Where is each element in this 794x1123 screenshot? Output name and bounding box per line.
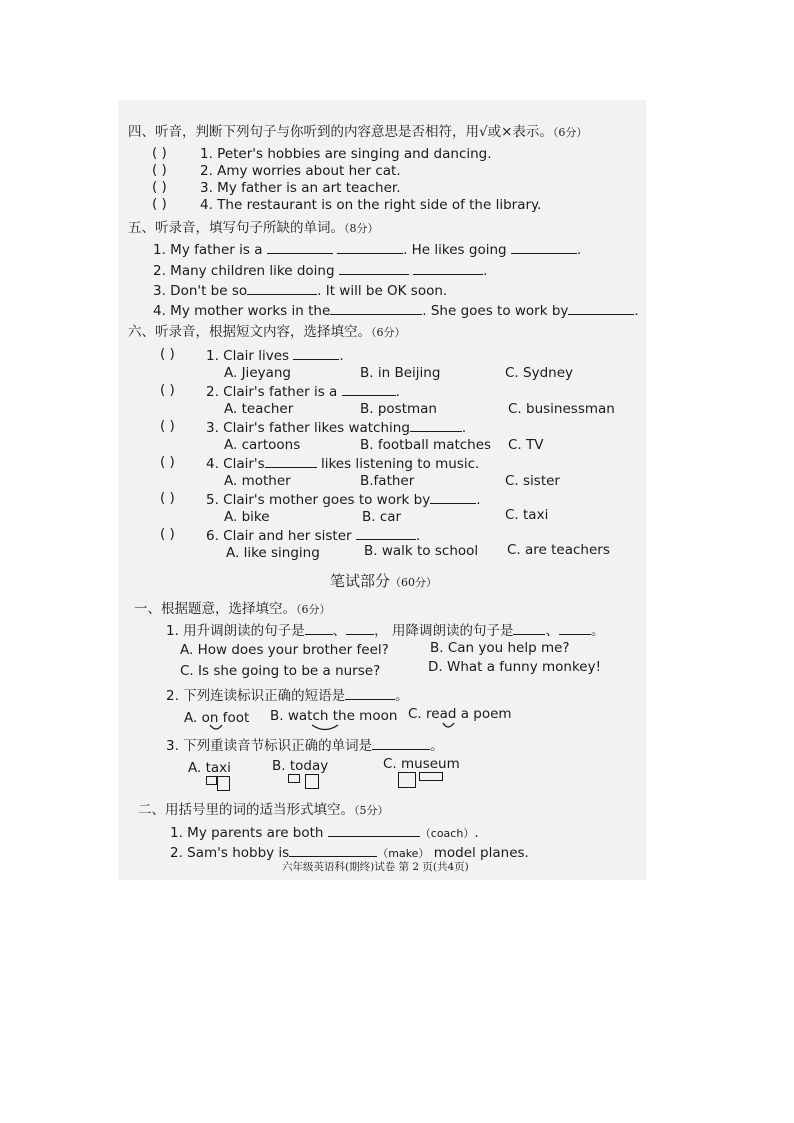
- answer-blank[interactable]: [247, 281, 317, 295]
- option-b: B. today: [272, 758, 329, 774]
- option-a: A. How does your brother feel?: [180, 642, 389, 658]
- section5-heading: 五、听录音，填写句子所缺的单词。（8分）: [128, 220, 379, 236]
- part1-q2-stem: 2. 下列连读标识正确的短语是 。: [166, 688, 409, 704]
- answer-paren[interactable]: ( ): [152, 145, 167, 161]
- answer-blank[interactable]: [513, 621, 545, 635]
- stress-box-large: [398, 772, 416, 788]
- answer-blank[interactable]: [511, 240, 577, 254]
- answer-blank[interactable]: [346, 621, 374, 635]
- option-c: C. sister: [505, 473, 560, 489]
- page-footer: 六年级英语科(期终)试卷 第 2 页(共4页): [282, 861, 469, 873]
- option-b: B. postman: [360, 401, 437, 417]
- stress-box-small: [419, 772, 443, 781]
- part2-q1: 1. My parents are both （coach）.: [170, 825, 479, 841]
- section6-item-3-stem: 3. Clair's father likes watching .: [206, 420, 467, 436]
- written-part-title: 笔试部分（60分）: [330, 572, 438, 590]
- option-c: C. read a poem: [408, 706, 512, 722]
- option-b: B. walk to school: [364, 543, 479, 559]
- answer-blank[interactable]: [330, 301, 422, 315]
- option-b: B. Can you help me?: [430, 640, 570, 656]
- answer-blank[interactable]: [430, 490, 476, 504]
- part1-q3-stem: 3. 下列重读音节标识正确的单词是 。: [166, 738, 444, 754]
- answer-paren[interactable]: ( ): [152, 179, 167, 195]
- section4-heading: 四、听音，判断下列句子与你听到的内容意思是否相符，用√或×表示。（6分）: [128, 124, 588, 140]
- answer-blank[interactable]: [267, 240, 333, 254]
- stress-box-small: [206, 776, 217, 785]
- section6-heading: 六、听录音，根据短文内容，选择填空。（6分）: [128, 324, 406, 340]
- answer-paren[interactable]: ( ): [152, 196, 167, 212]
- stress-box-small: [288, 774, 300, 783]
- section6-item-5-stem: 5. Clair's mother goes to work by .: [206, 492, 481, 508]
- answer-blank[interactable]: [413, 261, 483, 275]
- option-a: A. mother: [224, 473, 291, 489]
- liaison-marks: [200, 722, 460, 736]
- answer-blank[interactable]: [305, 621, 333, 635]
- answer-paren[interactable]: ( ): [160, 346, 175, 362]
- option-c: C. Sydney: [505, 365, 573, 381]
- answer-paren[interactable]: ( ): [160, 526, 175, 542]
- answer-blank[interactable]: [372, 736, 430, 750]
- section6-item-6-stem: 6. Clair and her sister .: [206, 528, 421, 544]
- answer-blank[interactable]: [293, 346, 339, 360]
- option-b: B. in Beijing: [360, 365, 441, 381]
- option-c: C. Is she going to be a nurse?: [180, 663, 381, 679]
- section6-item-4-stem: 4. Clair's likes listening to music.: [206, 456, 480, 472]
- answer-blank[interactable]: [410, 418, 462, 432]
- answer-blank[interactable]: [345, 686, 395, 700]
- answer-blank[interactable]: [568, 301, 634, 315]
- answer-paren[interactable]: ( ): [160, 490, 175, 506]
- answer-blank[interactable]: [337, 240, 403, 254]
- answer-paren[interactable]: ( ): [160, 454, 175, 470]
- section5-q3: 3. Don't be so . It will be OK soon.: [153, 283, 448, 299]
- section6-item-1-stem: 1. Clair lives .: [206, 348, 344, 364]
- option-b: B. football matches: [360, 437, 492, 453]
- stress-box-large: [217, 776, 230, 791]
- answer-paren[interactable]: ( ): [160, 418, 175, 434]
- section4-item-3: 3. My father is an art teacher.: [200, 180, 401, 196]
- option-b: B. car: [362, 509, 402, 525]
- answer-blank[interactable]: [559, 621, 591, 635]
- option-c: C. TV: [508, 437, 544, 453]
- section6-item-2-stem: 2. Clair's father is a .: [206, 384, 400, 400]
- option-c: C. are teachers: [507, 542, 610, 558]
- answer-blank[interactable]: [289, 843, 377, 857]
- answer-blank[interactable]: [339, 261, 409, 275]
- stress-box-large: [305, 774, 319, 789]
- answer-paren[interactable]: ( ): [160, 382, 175, 398]
- section5-q4: 4. My mother works in the . She goes to work by .: [153, 303, 639, 319]
- option-a: A. Jieyang: [224, 365, 292, 381]
- section4-item-1: 1. Peter's hobbies are singing and dancing.: [200, 146, 492, 162]
- section5-q1: 1. My father is a . He likes going .: [153, 242, 582, 258]
- part2-heading: 二、用括号里的词的适当形式填空。（5分）: [138, 802, 389, 818]
- answer-blank[interactable]: [328, 823, 420, 837]
- option-c: C. taxi: [505, 507, 549, 523]
- part2-q2: 2. Sam's hobby is （make） model planes.: [170, 845, 529, 861]
- option-a: A. like singing: [226, 545, 320, 561]
- option-d: D. What a funny monkey!: [428, 659, 602, 675]
- option-a: A. taxi: [188, 760, 231, 776]
- section4-item-4: 4. The restaurant is on the right side of the library.: [200, 197, 542, 213]
- part1-q1-stem: 1. 用升调朗读的句子是 、 ， 用降调朗读的句子是 、 。: [166, 623, 605, 639]
- option-a: A. bike: [224, 509, 270, 525]
- section4-item-2: 2. Amy worries about her cat.: [200, 163, 401, 179]
- option-b: B. watch the moon: [270, 708, 398, 724]
- option-a: A. teacher: [224, 401, 294, 417]
- option-b: B.father: [360, 473, 415, 489]
- option-a: A. on foot: [184, 710, 250, 726]
- section5-q2: 2. Many children like doing .: [153, 263, 488, 279]
- part1-heading: 一、根据题意，选择填空。（6分）: [134, 601, 331, 617]
- option-c: C. museum: [383, 756, 460, 772]
- answer-blank[interactable]: [342, 382, 396, 396]
- option-a: A. cartoons: [224, 437, 301, 453]
- answer-blank[interactable]: [356, 526, 416, 540]
- answer-blank[interactable]: [265, 454, 317, 468]
- option-c: C. businessman: [508, 401, 615, 417]
- answer-paren[interactable]: ( ): [152, 162, 167, 178]
